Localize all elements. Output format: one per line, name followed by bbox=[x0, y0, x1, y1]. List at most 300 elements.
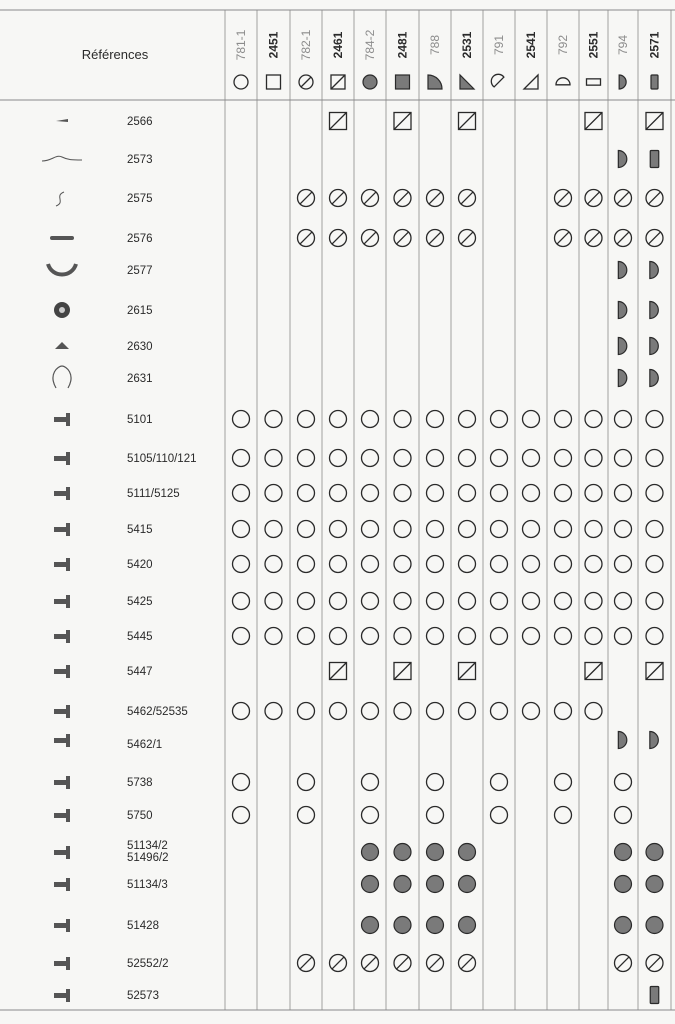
compatibility-mark bbox=[298, 230, 315, 247]
compatibility-mark bbox=[427, 844, 444, 861]
d-shape-mark bbox=[618, 370, 627, 387]
compatibility-mark bbox=[330, 230, 347, 247]
slash-line bbox=[461, 192, 473, 204]
compatibility-mark bbox=[523, 485, 540, 502]
slash-line bbox=[649, 957, 661, 969]
table-row bbox=[42, 151, 659, 168]
screw-part-icon bbox=[54, 413, 70, 426]
circle-mark bbox=[427, 593, 444, 610]
table-row bbox=[54, 663, 663, 680]
compatibility-mark bbox=[615, 876, 632, 893]
compatibility-mark bbox=[650, 151, 659, 168]
circle-mark bbox=[265, 556, 282, 573]
table-row bbox=[54, 703, 602, 720]
d-shape-mark bbox=[618, 262, 627, 279]
slash-line bbox=[557, 232, 569, 244]
table-row bbox=[50, 230, 663, 247]
slash-line bbox=[461, 957, 473, 969]
reference-number: 5425 bbox=[127, 596, 153, 608]
compatibility-mark bbox=[618, 370, 627, 387]
compatibility-mark bbox=[394, 593, 411, 610]
references-heading: Références bbox=[81, 47, 149, 62]
circle-mark bbox=[265, 485, 282, 502]
d-shape-mark bbox=[650, 302, 659, 319]
circle-mark bbox=[265, 411, 282, 428]
circle-mark bbox=[427, 450, 444, 467]
circle-mark bbox=[330, 703, 347, 720]
d-shape-mark bbox=[650, 338, 659, 355]
compatibility-mark bbox=[555, 703, 572, 720]
compatibility-mark bbox=[615, 450, 632, 467]
compatibility-mark bbox=[459, 876, 476, 893]
compatibility-mark bbox=[298, 774, 315, 791]
compatibility-mark bbox=[650, 262, 659, 279]
circle-mark bbox=[233, 521, 250, 538]
table-row bbox=[54, 628, 663, 645]
reference-number: 5462/52535 bbox=[127, 706, 188, 718]
screw-shaft bbox=[54, 669, 66, 674]
circle-mark bbox=[491, 807, 508, 824]
spring-shape bbox=[56, 192, 64, 206]
compatibility-mark bbox=[646, 450, 663, 467]
circle-mark bbox=[615, 807, 632, 824]
slash-line bbox=[332, 957, 344, 969]
compatibility-mark bbox=[459, 703, 476, 720]
compatibility-mark bbox=[233, 807, 250, 824]
column-code: 794 bbox=[616, 34, 630, 56]
slash-line bbox=[394, 663, 411, 680]
slash-line bbox=[588, 232, 600, 244]
column-code: 792 bbox=[556, 34, 570, 56]
circle-mark bbox=[585, 593, 602, 610]
reference-number: 5415 bbox=[127, 524, 153, 536]
column-symbol bbox=[524, 75, 538, 89]
slash-line bbox=[331, 75, 345, 89]
reference-number: 51134/3 bbox=[127, 879, 168, 891]
compatibility-mark bbox=[233, 411, 250, 428]
screw-part-icon bbox=[54, 776, 70, 789]
table-row bbox=[54, 593, 663, 610]
tall-rect-mark bbox=[651, 75, 658, 89]
circle-mark bbox=[615, 593, 632, 610]
circle-mark bbox=[491, 628, 508, 645]
screw-part-icon bbox=[54, 523, 70, 536]
d-shape-mark bbox=[618, 151, 627, 168]
column-symbol bbox=[619, 75, 626, 89]
screw-shaft bbox=[54, 813, 66, 818]
slash-line bbox=[394, 113, 411, 130]
compatibility-mark bbox=[394, 876, 411, 893]
compatibility-mark bbox=[615, 190, 632, 207]
circle-mark bbox=[459, 450, 476, 467]
compatibility-mark bbox=[330, 450, 347, 467]
circle-mark bbox=[491, 450, 508, 467]
circle-mark bbox=[394, 556, 411, 573]
slash-line bbox=[461, 232, 473, 244]
circle-mark bbox=[362, 774, 379, 791]
compatibility-mark bbox=[362, 876, 379, 893]
circle-mark bbox=[615, 521, 632, 538]
circle-mark bbox=[394, 703, 411, 720]
circle-mark bbox=[298, 628, 315, 645]
half-circle-mark bbox=[556, 78, 570, 85]
compatibility-mark bbox=[615, 485, 632, 502]
circle-mark bbox=[362, 485, 379, 502]
compatibility-mark bbox=[265, 703, 282, 720]
compatibility-mark bbox=[459, 190, 476, 207]
compatibility-mark bbox=[646, 556, 663, 573]
column-code: 2571 bbox=[647, 31, 662, 59]
compatibility-mark bbox=[459, 521, 476, 538]
compatibility-mark bbox=[394, 450, 411, 467]
compatibility-mark bbox=[459, 450, 476, 467]
filled-circle-mark bbox=[427, 917, 444, 934]
circle-mark bbox=[555, 411, 572, 428]
table-row bbox=[54, 302, 658, 319]
circle-mark bbox=[459, 521, 476, 538]
circle-mark bbox=[298, 593, 315, 610]
compatibility-mark bbox=[646, 844, 663, 861]
filled-circle-mark bbox=[427, 844, 444, 861]
circle-mark bbox=[234, 75, 248, 89]
column-symbol bbox=[587, 79, 601, 85]
circle-mark bbox=[233, 411, 250, 428]
compatibility-mark bbox=[585, 663, 602, 680]
compatibility-mark bbox=[523, 703, 540, 720]
compatibility-mark bbox=[646, 593, 663, 610]
compatibility-mark bbox=[523, 450, 540, 467]
circle-mark bbox=[265, 628, 282, 645]
circle-mark bbox=[491, 411, 508, 428]
screw-head bbox=[66, 705, 70, 718]
compatibility-mark bbox=[233, 556, 250, 573]
circle-mark bbox=[555, 450, 572, 467]
circle-mark bbox=[362, 593, 379, 610]
screw-head bbox=[66, 595, 70, 608]
compatibility-mark bbox=[459, 844, 476, 861]
compatibility-mark bbox=[330, 703, 347, 720]
circle-mark bbox=[394, 411, 411, 428]
circle-mark bbox=[330, 628, 347, 645]
screw-part-icon bbox=[54, 558, 70, 571]
compatibility-mark bbox=[585, 703, 602, 720]
column-code: 2451 bbox=[266, 31, 281, 59]
compatibility-mark bbox=[650, 732, 659, 749]
compatibility-mark bbox=[523, 556, 540, 573]
slash-line bbox=[459, 113, 476, 130]
compatibility-mark bbox=[555, 556, 572, 573]
compatibility-mark bbox=[585, 485, 602, 502]
circle-mark bbox=[233, 450, 250, 467]
compatibility-mark bbox=[555, 807, 572, 824]
screw-head bbox=[66, 487, 70, 500]
filled-circle-mark bbox=[394, 844, 411, 861]
compatibility-mark bbox=[491, 450, 508, 467]
slash-line bbox=[397, 192, 409, 204]
compatibility-mark bbox=[298, 411, 315, 428]
column-code: 781-1 bbox=[234, 29, 248, 61]
slash-line bbox=[300, 192, 312, 204]
circle-mark bbox=[298, 703, 315, 720]
compatibility-mark bbox=[330, 955, 347, 972]
circle-mark bbox=[585, 411, 602, 428]
circle-mark bbox=[427, 521, 444, 538]
filled-circle-mark bbox=[459, 917, 476, 934]
compatibility-mark bbox=[362, 450, 379, 467]
table-row bbox=[54, 485, 663, 502]
compatibility-mark bbox=[523, 628, 540, 645]
circle-mark bbox=[362, 411, 379, 428]
slash-line bbox=[588, 192, 600, 204]
compatibility-mark bbox=[298, 703, 315, 720]
circle-mark bbox=[646, 450, 663, 467]
compatibility-mark bbox=[459, 628, 476, 645]
slash-line bbox=[301, 77, 311, 87]
compatibility-mark bbox=[646, 485, 663, 502]
compatibility-mark bbox=[362, 774, 379, 791]
compatibility-mark bbox=[555, 230, 572, 247]
compatibility-mark bbox=[615, 844, 632, 861]
compatibility-mark bbox=[394, 556, 411, 573]
circle-mark bbox=[265, 450, 282, 467]
compatibility-mark bbox=[646, 113, 663, 130]
flat-rect-mark bbox=[587, 79, 601, 85]
compatibility-mark bbox=[427, 521, 444, 538]
circle-mark bbox=[555, 593, 572, 610]
circle-mark bbox=[330, 556, 347, 573]
slash-line bbox=[617, 232, 629, 244]
compatibility-mark bbox=[615, 556, 632, 573]
chord-mark bbox=[491, 74, 504, 87]
circle-mark bbox=[427, 703, 444, 720]
compatibility-mark bbox=[233, 450, 250, 467]
screw-part-icon bbox=[54, 878, 70, 891]
d-shape-mark bbox=[650, 262, 659, 279]
circle-mark bbox=[523, 556, 540, 573]
compatibility-mark bbox=[615, 521, 632, 538]
compatibility-mark bbox=[330, 556, 347, 573]
compatibility-mark bbox=[646, 521, 663, 538]
screw-part-icon bbox=[54, 665, 70, 678]
tall-rect-mark bbox=[650, 987, 659, 1004]
compatibility-mark bbox=[618, 151, 627, 168]
screw-shaft bbox=[54, 634, 66, 639]
circle-mark bbox=[394, 450, 411, 467]
circle-mark bbox=[427, 774, 444, 791]
compatibility-mark bbox=[427, 411, 444, 428]
slash-line bbox=[364, 957, 376, 969]
circle-mark bbox=[585, 556, 602, 573]
circle-mark bbox=[427, 628, 444, 645]
compatibility-mark bbox=[585, 230, 602, 247]
compatibility-mark bbox=[330, 521, 347, 538]
compatibility-mark bbox=[330, 663, 347, 680]
screw-head bbox=[66, 919, 70, 932]
circle-mark bbox=[362, 807, 379, 824]
gear-hole bbox=[59, 307, 65, 313]
table-row bbox=[54, 955, 663, 972]
circle-mark bbox=[427, 485, 444, 502]
screw-head bbox=[66, 523, 70, 536]
d-shape-mark bbox=[619, 75, 626, 89]
reference-number: 5111/5125 bbox=[127, 488, 180, 500]
compatibility-mark bbox=[362, 556, 379, 573]
circle-mark bbox=[298, 411, 315, 428]
compatibility-mark bbox=[265, 556, 282, 573]
compatibility-mark bbox=[615, 774, 632, 791]
circle-mark bbox=[265, 521, 282, 538]
screw-head bbox=[66, 630, 70, 643]
circle-mark bbox=[615, 774, 632, 791]
circle-mark bbox=[233, 774, 250, 791]
compatibility-mark bbox=[427, 450, 444, 467]
circle-mark bbox=[523, 450, 540, 467]
screw-head bbox=[66, 846, 70, 859]
circle-mark bbox=[233, 485, 250, 502]
compatibility-mark bbox=[330, 190, 347, 207]
screw-head bbox=[66, 413, 70, 426]
compatibility-mark bbox=[362, 230, 379, 247]
compatibility-mark bbox=[585, 190, 602, 207]
circle-mark bbox=[298, 521, 315, 538]
compatibility-mark bbox=[394, 628, 411, 645]
d-shape-mark bbox=[650, 370, 659, 387]
circle-mark bbox=[459, 703, 476, 720]
compatibility-mark bbox=[233, 521, 250, 538]
circle-mark bbox=[615, 556, 632, 573]
filled-triangle-mark bbox=[460, 75, 474, 89]
circle-mark bbox=[646, 521, 663, 538]
screw-shaft bbox=[54, 780, 66, 785]
compatibility-mark bbox=[585, 593, 602, 610]
reference-number: 2630 bbox=[127, 341, 153, 353]
compatibility-mark bbox=[646, 955, 663, 972]
d-shape-mark bbox=[618, 302, 627, 319]
slash-line bbox=[649, 232, 661, 244]
reference-number: 5738 bbox=[127, 777, 153, 789]
compatibility-mark bbox=[427, 593, 444, 610]
compatibility-mark bbox=[523, 411, 540, 428]
compatibility-mark bbox=[427, 703, 444, 720]
compatibility-mark bbox=[362, 593, 379, 610]
screw-shaft bbox=[54, 562, 66, 567]
compatibility-mark bbox=[555, 411, 572, 428]
compatibility-mark bbox=[459, 663, 476, 680]
screw-shaft bbox=[54, 491, 66, 496]
compatibility-mark bbox=[585, 113, 602, 130]
compatibility-mark bbox=[523, 593, 540, 610]
circle-mark bbox=[585, 521, 602, 538]
screw-part-icon bbox=[54, 595, 70, 608]
screw-shaft bbox=[54, 599, 66, 604]
filled-circle-mark bbox=[427, 876, 444, 893]
table-row bbox=[54, 876, 663, 893]
triangle-mark bbox=[524, 75, 538, 89]
compatibility-mark bbox=[491, 521, 508, 538]
circle-mark bbox=[646, 593, 663, 610]
circle-mark bbox=[298, 556, 315, 573]
compatibility-mark bbox=[298, 955, 315, 972]
compatibility-mark bbox=[615, 807, 632, 824]
reference-number: 52552/2 bbox=[127, 958, 169, 970]
compatibility-mark bbox=[330, 628, 347, 645]
filled-circle-mark bbox=[362, 917, 379, 934]
compatibility-mark bbox=[394, 917, 411, 934]
reference-number: 2566 bbox=[127, 116, 153, 128]
compatibility-mark bbox=[555, 190, 572, 207]
compatibility-mark bbox=[615, 230, 632, 247]
spring-part-icon bbox=[56, 192, 64, 206]
table-body bbox=[42, 113, 663, 1004]
compatibility-mark bbox=[646, 190, 663, 207]
column-symbol bbox=[460, 75, 474, 89]
compatibility-mark bbox=[330, 113, 347, 130]
compatibility-mark bbox=[362, 628, 379, 645]
screw-shaft bbox=[54, 923, 66, 928]
reference-number: 52573 bbox=[127, 990, 159, 1002]
slash-line bbox=[300, 232, 312, 244]
column-code: 2531 bbox=[460, 31, 474, 59]
compatibility-mark bbox=[459, 593, 476, 610]
screw-shaft bbox=[54, 738, 66, 743]
compatibility-mark bbox=[265, 450, 282, 467]
compatibility-mark bbox=[298, 628, 315, 645]
compatibility-mark bbox=[618, 302, 627, 319]
circle-mark bbox=[330, 521, 347, 538]
d-shape-mark bbox=[618, 732, 627, 749]
compatibility-mark bbox=[555, 521, 572, 538]
circle-mark bbox=[427, 411, 444, 428]
circle-mark bbox=[523, 703, 540, 720]
compatibility-mark bbox=[646, 230, 663, 247]
column-code: 2481 bbox=[395, 31, 410, 59]
compatibility-mark bbox=[646, 628, 663, 645]
compatibility-mark bbox=[459, 411, 476, 428]
circle-mark bbox=[615, 411, 632, 428]
circle-mark bbox=[523, 593, 540, 610]
filled-circle-mark bbox=[459, 876, 476, 893]
reference-number: 5750 bbox=[127, 810, 153, 822]
circle-mark bbox=[394, 628, 411, 645]
compatibility-mark bbox=[394, 411, 411, 428]
slash-line bbox=[330, 663, 347, 680]
screw-shaft bbox=[54, 882, 66, 887]
wire-shape bbox=[42, 156, 82, 161]
column-headers bbox=[234, 29, 662, 89]
compatibility-mark bbox=[427, 876, 444, 893]
screw-shaft bbox=[54, 417, 66, 422]
reference-number: 51134/2 bbox=[127, 840, 168, 852]
table-row bbox=[56, 113, 663, 130]
screw-part-icon bbox=[54, 809, 70, 822]
column-code: 782-1 bbox=[299, 29, 313, 61]
lever-shape bbox=[50, 236, 74, 240]
circle-mark bbox=[523, 521, 540, 538]
reference-number: 2615 bbox=[127, 305, 153, 317]
reference-number: 5101 bbox=[127, 414, 153, 426]
circle-mark bbox=[491, 593, 508, 610]
compatibility-mark bbox=[362, 703, 379, 720]
circle-mark bbox=[491, 703, 508, 720]
compatibility-mark bbox=[233, 628, 250, 645]
screw-part-icon bbox=[54, 630, 70, 643]
compatibility-mark bbox=[491, 774, 508, 791]
reference-number: 2573 bbox=[127, 154, 153, 166]
circle-mark bbox=[491, 774, 508, 791]
circle-mark bbox=[585, 703, 602, 720]
compatibility-mark bbox=[585, 556, 602, 573]
table-row bbox=[54, 411, 663, 428]
